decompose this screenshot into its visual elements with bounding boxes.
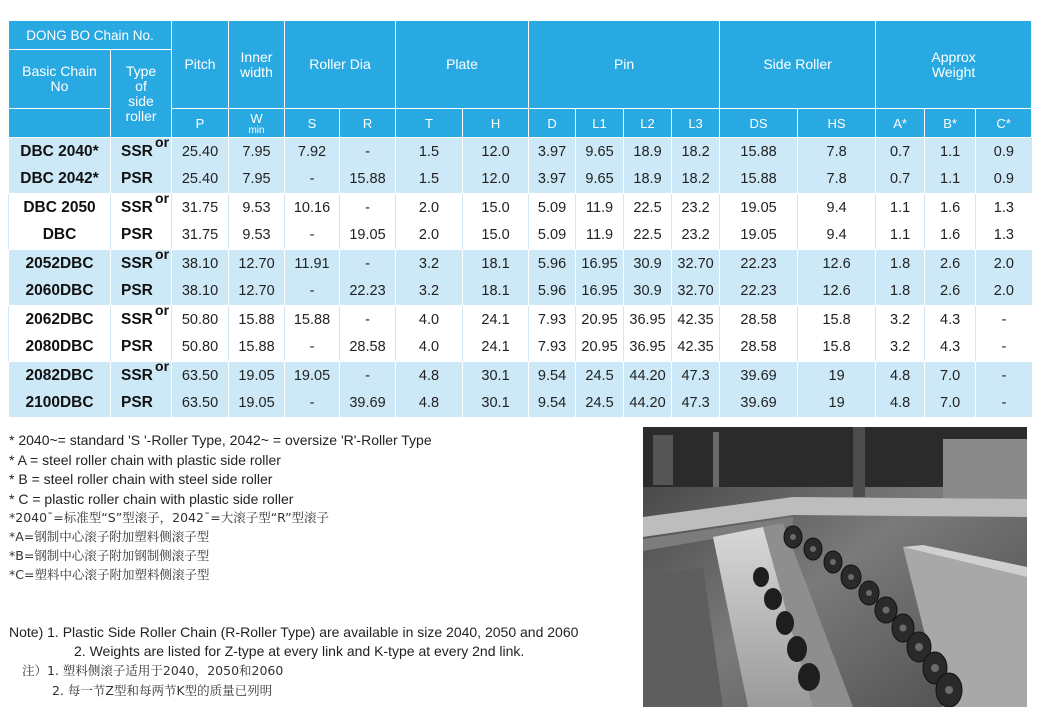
side-roller-type-label: SSR (121, 198, 153, 216)
value-cell-w: 15.88 (229, 306, 285, 334)
conveyor-chain-photo (643, 427, 1027, 707)
value-cell-d: 9.54 (529, 362, 576, 390)
value-cell-ds: 28.58 (720, 334, 798, 362)
value-cell-w: 19.05 (229, 362, 285, 390)
value-cell-t: 1.5 (396, 166, 463, 194)
note-line: * A = steel roller chain with plastic side roller (9, 451, 281, 468)
value-cell-hs: 7.8 (798, 166, 876, 194)
table-row (9, 362, 1032, 390)
value-cell-b: 7.0 (925, 390, 976, 418)
value-cell-hs: 15.8 (798, 306, 876, 334)
value-cell-b: 4.3 (925, 334, 976, 362)
value-cell-l2: 44.20 (624, 362, 672, 390)
sub-header-s: S (285, 109, 340, 138)
chain-number-cell: 2060DBC (9, 278, 111, 306)
chain-number-cell: 2100DBC (9, 390, 111, 418)
or-label: or (155, 358, 170, 374)
value-cell-b: 1.1 (925, 138, 976, 166)
value-cell-hs: 12.6 (798, 250, 876, 278)
value-cell-hs: 19 (798, 362, 876, 390)
sub-header-a: A* (876, 109, 925, 138)
value-cell-d: 7.93 (529, 306, 576, 334)
value-cell-c: - (976, 362, 1032, 390)
sub-header-hs: HS (798, 109, 876, 138)
value-cell-r: 39.69 (340, 390, 396, 418)
value-cell-c: 2.0 (976, 250, 1032, 278)
value-cell-s: 11.91 (285, 250, 340, 278)
note-line-cn: *B=钢制中心滚子附加钢制侧滚子型 (9, 548, 210, 563)
basic-chain-no-sub-header (9, 109, 111, 138)
chain-number-cell: 2062DBC (9, 306, 111, 334)
side-roller-type-cell (111, 302, 172, 334)
value-cell-l1: 20.95 (576, 306, 624, 334)
value-cell-h: 18.1 (463, 250, 529, 278)
value-cell-hs: 9.4 (798, 194, 876, 222)
value-cell-ds: 15.88 (720, 166, 798, 194)
value-cell-h: 24.1 (463, 306, 529, 334)
value-cell-a: 3.2 (876, 334, 925, 362)
side-roller-type-cell (111, 190, 172, 222)
value-cell-a: 4.8 (876, 362, 925, 390)
value-cell-d: 7.93 (529, 334, 576, 362)
sub-header-b: B* (925, 109, 976, 138)
notes-chinese (9, 508, 629, 584)
value-cell-w: 19.05 (229, 390, 285, 418)
value-cell-p: 50.80 (172, 306, 229, 334)
value-cell-l1: 16.95 (576, 250, 624, 278)
value-cell-l3: 47.3 (672, 390, 720, 418)
value-cell-ds: 19.05 (720, 222, 798, 250)
footnote-cn-line-1: 注）1. 塑料侧滚子适用于2040，2050和2060 (22, 663, 284, 678)
value-cell-ds: 22.23 (720, 278, 798, 306)
value-cell-l2: 36.95 (624, 334, 672, 362)
value-cell-b: 1.1 (925, 166, 976, 194)
side-roller-type-cell (111, 358, 172, 390)
value-cell-h: 30.1 (463, 362, 529, 390)
value-cell-l3: 18.2 (672, 166, 720, 194)
value-cell-b: 7.0 (925, 362, 976, 390)
value-cell-l1: 11.9 (576, 222, 624, 250)
chain-number-cell: DBC 2042* (9, 166, 111, 194)
type-of-side-roller-header: Type of side roller (111, 50, 172, 138)
value-cell-t: 1.5 (396, 138, 463, 166)
value-cell-h: 18.1 (463, 278, 529, 306)
side-roller-type-label: PSR (121, 170, 153, 188)
value-cell-a: 3.2 (876, 306, 925, 334)
side-roller-header: Side Roller (720, 21, 876, 109)
value-cell-b: 2.6 (925, 250, 976, 278)
value-cell-hs: 12.6 (798, 278, 876, 306)
table-row (9, 250, 1032, 278)
value-cell-b: 1.6 (925, 194, 976, 222)
value-cell-l1: 11.9 (576, 194, 624, 222)
value-cell-l1: 16.95 (576, 278, 624, 306)
sub-header-w: W min (229, 109, 285, 138)
value-cell-a: 1.1 (876, 222, 925, 250)
value-cell-l1: 20.95 (576, 334, 624, 362)
value-cell-s: 10.16 (285, 194, 340, 222)
value-cell-ds: 28.58 (720, 306, 798, 334)
sub-header-min: min (248, 124, 265, 136)
value-cell-r: - (340, 250, 396, 278)
note-line: * B = steel roller chain with steel side roller (9, 471, 273, 487)
side-roller-type-label: SSR (121, 254, 153, 272)
value-cell-a: 0.7 (876, 166, 925, 194)
side-roller-type-cell (111, 134, 172, 166)
value-cell-hs: 15.8 (798, 334, 876, 362)
inner-width-header: Inner width (229, 21, 285, 109)
value-cell-l3: 23.2 (672, 222, 720, 250)
notes-english (9, 431, 629, 509)
value-cell-l2: 22.5 (624, 222, 672, 250)
chain-number-cell: 2082DBC (9, 362, 111, 390)
value-cell-l1: 9.65 (576, 166, 624, 194)
value-cell-p: 25.40 (172, 166, 229, 194)
side-roller-type-label: PSR (121, 282, 153, 300)
chain-number-cell: DBC (9, 222, 111, 250)
value-cell-hs: 7.8 (798, 138, 876, 166)
footnote-line-1: Note) 1. Plastic Side Roller Chain (R-Roller Type) are available in size 2040, 2050 and 2060 (9, 624, 579, 640)
chain-number-cell: 2080DBC (9, 334, 111, 362)
value-cell-h: 15.0 (463, 222, 529, 250)
value-cell-p: 63.50 (172, 390, 229, 418)
chain-number-cell: DBC 2040* (9, 138, 111, 166)
value-cell-c: - (976, 334, 1032, 362)
value-cell-p: 38.10 (172, 278, 229, 306)
value-cell-h: 15.0 (463, 194, 529, 222)
value-cell-l2: 30.9 (624, 250, 672, 278)
note-line-cn: *2040¯=标准型“S”型滚子，2042¯=大滚子型“R”型滚子 (9, 510, 330, 525)
value-cell-s: - (285, 278, 340, 306)
value-cell-l1: 24.5 (576, 390, 624, 418)
value-cell-b: 2.6 (925, 278, 976, 306)
sub-header-l1: L1 (576, 109, 624, 138)
sub-header-ds: DS (720, 109, 798, 138)
value-cell-h: 30.1 (463, 390, 529, 418)
footnote-chinese (22, 661, 642, 701)
value-cell-c: 1.3 (976, 222, 1032, 250)
value-cell-l3: 23.2 (672, 194, 720, 222)
table-row (9, 138, 1032, 166)
value-cell-r: 22.23 (340, 278, 396, 306)
value-cell-l2: 22.5 (624, 194, 672, 222)
value-cell-t: 4.8 (396, 362, 463, 390)
roller-dia-header: Roller Dia (285, 21, 396, 109)
value-cell-w: 7.95 (229, 166, 285, 194)
value-cell-p: 25.40 (172, 138, 229, 166)
value-cell-h: 12.0 (463, 138, 529, 166)
chain-spec-table (8, 20, 1032, 418)
value-cell-p: 38.10 (172, 250, 229, 278)
table-row (9, 306, 1032, 334)
value-cell-t: 3.2 (396, 250, 463, 278)
value-cell-c: - (976, 306, 1032, 334)
value-cell-d: 5.96 (529, 250, 576, 278)
value-cell-s: - (285, 222, 340, 250)
basic-chain-no-header: Basic Chain No (9, 50, 111, 109)
value-cell-r: - (340, 194, 396, 222)
side-roller-type-label: SSR (121, 142, 153, 160)
side-roller-type-label: PSR (121, 338, 153, 356)
sub-header-l2: L2 (624, 109, 672, 138)
value-cell-d: 5.96 (529, 278, 576, 306)
value-cell-r: 28.58 (340, 334, 396, 362)
value-cell-a: 1.8 (876, 278, 925, 306)
value-cell-d: 3.97 (529, 138, 576, 166)
approx-weight-header: Approx Weight (876, 21, 1032, 109)
pitch-header: Pitch (172, 21, 229, 109)
value-cell-l2: 44.20 (624, 390, 672, 418)
side-roller-type-label: SSR (121, 366, 153, 384)
sub-header-h: H (463, 109, 529, 138)
value-cell-p: 31.75 (172, 194, 229, 222)
value-cell-p: 63.50 (172, 362, 229, 390)
value-cell-a: 1.8 (876, 250, 925, 278)
value-cell-w: 9.53 (229, 222, 285, 250)
footnote-cn-line-2: 2. 每一节Z型和每两节K型的质量已列明 (52, 683, 273, 698)
value-cell-ds: 15.88 (720, 138, 798, 166)
value-cell-s: - (285, 166, 340, 194)
value-cell-b: 4.3 (925, 306, 976, 334)
value-cell-l2: 18.9 (624, 138, 672, 166)
or-label: or (155, 190, 170, 206)
value-cell-ds: 22.23 (720, 250, 798, 278)
value-cell-t: 3.2 (396, 278, 463, 306)
side-roller-type-cell (111, 246, 172, 278)
value-cell-d: 5.09 (529, 194, 576, 222)
value-cell-ds: 39.69 (720, 362, 798, 390)
value-cell-b: 1.6 (925, 222, 976, 250)
value-cell-l3: 32.70 (672, 278, 720, 306)
or-label: or (155, 246, 170, 262)
or-label: or (155, 302, 170, 318)
sub-header-c: C* (976, 109, 1032, 138)
value-cell-r: - (340, 138, 396, 166)
value-cell-hs: 9.4 (798, 222, 876, 250)
value-cell-r: 19.05 (340, 222, 396, 250)
value-cell-l3: 32.70 (672, 250, 720, 278)
value-cell-l2: 30.9 (624, 278, 672, 306)
value-cell-h: 24.1 (463, 334, 529, 362)
value-cell-a: 0.7 (876, 138, 925, 166)
side-roller-type-label: PSR (121, 226, 153, 244)
side-roller-type-cell (111, 390, 172, 418)
sub-header-l3: L3 (672, 109, 720, 138)
value-cell-l3: 18.2 (672, 138, 720, 166)
value-cell-r: - (340, 306, 396, 334)
value-cell-ds: 19.05 (720, 194, 798, 222)
value-cell-w: 12.70 (229, 250, 285, 278)
plate-header: Plate (396, 21, 529, 109)
value-cell-t: 2.0 (396, 194, 463, 222)
footnote-english (9, 623, 649, 661)
value-cell-d: 5.09 (529, 222, 576, 250)
value-cell-t: 2.0 (396, 222, 463, 250)
value-cell-h: 12.0 (463, 166, 529, 194)
value-cell-r: - (340, 362, 396, 390)
value-cell-t: 4.0 (396, 334, 463, 362)
footnote-line-2: 2. Weights are listed for Z-type at every link and K-type at every 2nd link. (74, 643, 525, 659)
note-line: * C = plastic roller chain with plastic side roller (9, 490, 294, 507)
sub-header-t: T (396, 109, 463, 138)
value-cell-p: 50.80 (172, 334, 229, 362)
chain-number-cell: DBC 2050 (9, 194, 111, 222)
value-cell-hs: 19 (798, 390, 876, 418)
value-cell-c: 0.9 (976, 138, 1032, 166)
value-cell-w: 9.53 (229, 194, 285, 222)
value-cell-l1: 9.65 (576, 138, 624, 166)
chain-spec-rows (9, 134, 1032, 418)
value-cell-l3: 42.35 (672, 306, 720, 334)
value-cell-l3: 47.3 (672, 362, 720, 390)
value-cell-c: 0.9 (976, 166, 1032, 194)
value-cell-ds: 39.69 (720, 390, 798, 418)
value-cell-p: 31.75 (172, 222, 229, 250)
pin-header: Pin (529, 21, 720, 109)
value-cell-d: 9.54 (529, 390, 576, 418)
value-cell-a: 4.8 (876, 390, 925, 418)
value-cell-t: 4.0 (396, 306, 463, 334)
value-cell-c: 2.0 (976, 278, 1032, 306)
note-line-cn: *A=钢制中心滚子附加塑料侧滚子型 (9, 529, 210, 544)
value-cell-s: - (285, 334, 340, 362)
side-roller-type-label: SSR (121, 310, 153, 328)
table-row (9, 194, 1032, 222)
value-cell-s: 7.92 (285, 138, 340, 166)
note-line: * 2040~= standard 'S '-Roller Type, 2042~ = oversize 'R'-Roller Type (9, 432, 432, 448)
value-cell-c: 1.3 (976, 194, 1032, 222)
value-cell-w: 7.95 (229, 138, 285, 166)
sub-header-p: P (172, 109, 229, 138)
sub-header-d: D (529, 109, 576, 138)
value-cell-c: - (976, 390, 1032, 418)
value-cell-w: 12.70 (229, 278, 285, 306)
sub-header-r: R (340, 109, 396, 138)
value-cell-w: 15.88 (229, 334, 285, 362)
or-label: or (155, 134, 170, 150)
value-cell-d: 3.97 (529, 166, 576, 194)
side-roller-type-label: PSR (121, 394, 153, 412)
value-cell-a: 1.1 (876, 194, 925, 222)
note-line-cn: *C=塑料中心滚子附加塑料侧滚子型 (9, 567, 210, 582)
value-cell-s: - (285, 390, 340, 418)
value-cell-l3: 42.35 (672, 334, 720, 362)
value-cell-l1: 24.5 (576, 362, 624, 390)
dong-bo-chain-no-header: DONG BO Chain No. (9, 21, 172, 50)
table-row (9, 390, 1032, 418)
value-cell-t: 4.8 (396, 390, 463, 418)
value-cell-s: 15.88 (285, 306, 340, 334)
value-cell-r: 15.88 (340, 166, 396, 194)
value-cell-l2: 36.95 (624, 306, 672, 334)
value-cell-l2: 18.9 (624, 166, 672, 194)
value-cell-s: 19.05 (285, 362, 340, 390)
chain-number-cell: 2052DBC (9, 250, 111, 278)
